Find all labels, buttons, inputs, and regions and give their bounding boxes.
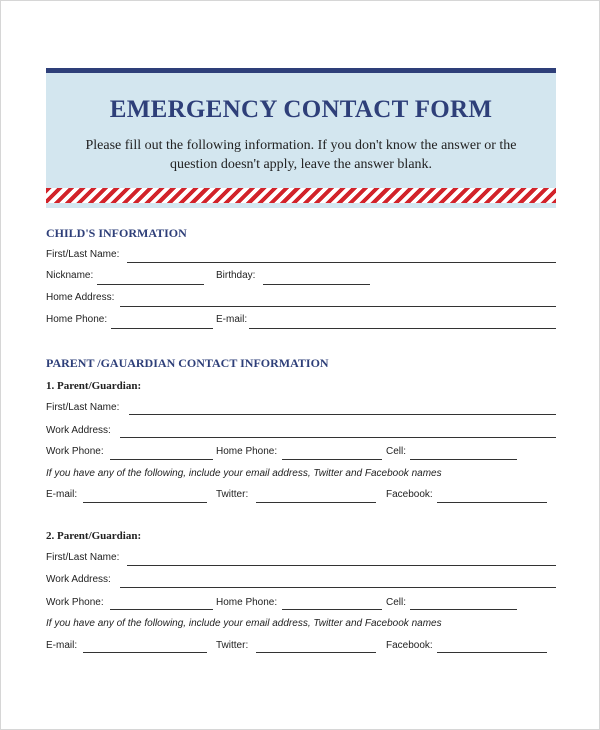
- guardian-2-email-label: E-mail:: [46, 640, 78, 651]
- guardian-2-facebook-field[interactable]: [437, 652, 547, 653]
- guardian-1-email-field[interactable]: [83, 502, 207, 503]
- guardian-2-twitter-field[interactable]: [256, 652, 376, 653]
- guardian-1-twitter-field[interactable]: [256, 502, 376, 503]
- instructions-line-2: question doesn't apply, leave the answer blank.: [169, 157, 433, 172]
- child-home-address-field[interactable]: [120, 306, 556, 307]
- guardian-2-email-field[interactable]: [83, 652, 207, 653]
- child-home-phone-label: Home Phone:: [46, 314, 108, 325]
- child-first-last-name-label: First/Last Name:: [46, 249, 120, 260]
- guardian-2-cell-field[interactable]: [410, 609, 517, 610]
- guardian-1-cell-label: Cell:: [386, 446, 407, 457]
- guardian-1-social-note: If you have any of the following, include your email address, Twitter and Facebook names: [46, 468, 442, 479]
- guardian-2-cell-label: Cell:: [386, 597, 407, 608]
- guardian-2-home-phone-label: Home Phone:: [216, 597, 278, 608]
- guardian-1-work-phone-label: Work Phone:: [46, 446, 104, 457]
- child-birthday-field[interactable]: [263, 284, 370, 285]
- child-home-phone-field[interactable]: [111, 328, 213, 329]
- guardian-1-first-last-name-label: First/Last Name:: [46, 402, 120, 413]
- form-instructions: [71, 136, 531, 174]
- guardian-2-twitter-label: Twitter:: [216, 640, 249, 651]
- decorative-stripes: [46, 188, 556, 203]
- guardian-1-facebook-field[interactable]: [437, 502, 547, 503]
- guardian-2-social-note: If you have any of the following, include your email address, Twitter and Facebook names: [46, 618, 442, 629]
- guardian-2-work-phone-label: Work Phone:: [46, 597, 104, 608]
- childs-information-heading: CHILD'S INFORMATION: [46, 226, 187, 240]
- child-birthday-label: Birthday:: [216, 270, 256, 281]
- guardian-2-facebook-label: Facebook:: [386, 640, 433, 651]
- guardian-1-facebook-label: Facebook:: [386, 489, 433, 500]
- child-nickname-field[interactable]: [97, 284, 204, 285]
- child-email-label: E-mail:: [216, 314, 248, 325]
- guardian-2-first-last-name-label: First/Last Name:: [46, 552, 120, 563]
- header-top-bar: [46, 68, 556, 73]
- guardian-2-heading: 2. Parent/Guardian:: [46, 530, 142, 542]
- child-home-address-label: Home Address:: [46, 292, 115, 303]
- guardian-1-heading: 1. Parent/Guardian:: [46, 380, 142, 392]
- instructions-line-1: Please fill out the following information. If you don't know the answer or the: [85, 138, 517, 153]
- guardian-1-cell-field[interactable]: [410, 459, 517, 460]
- guardian-2-home-phone-field[interactable]: [282, 609, 382, 610]
- guardian-2-work-phone-field[interactable]: [110, 609, 213, 610]
- guardian-1-home-phone-label: Home Phone:: [216, 446, 278, 457]
- guardian-1-work-address-label: Work Address:: [46, 425, 111, 436]
- guardian-1-email-label: E-mail:: [46, 489, 78, 500]
- form-title: EMERGENCY CONTACT FORM: [109, 96, 493, 123]
- parent-guardian-heading: PARENT /GAUARDIAN CONTACT INFORMATION: [46, 356, 329, 370]
- guardian-1-work-phone-field[interactable]: [110, 459, 213, 460]
- guardian-1-first-last-name-field[interactable]: [129, 414, 556, 415]
- child-first-last-name-field[interactable]: [127, 262, 556, 263]
- guardian-2-work-address-label: Work Address:: [46, 574, 111, 585]
- form-header: [46, 68, 556, 208]
- child-nickname-label: Nickname:: [46, 270, 94, 281]
- guardian-1-home-phone-field[interactable]: [282, 459, 382, 460]
- child-email-field[interactable]: [249, 328, 556, 329]
- guardian-1-twitter-label: Twitter:: [216, 489, 249, 500]
- guardian-2-first-last-name-field[interactable]: [127, 565, 556, 566]
- guardian-2-work-address-field[interactable]: [120, 587, 556, 588]
- guardian-1-work-address-field[interactable]: [120, 437, 556, 438]
